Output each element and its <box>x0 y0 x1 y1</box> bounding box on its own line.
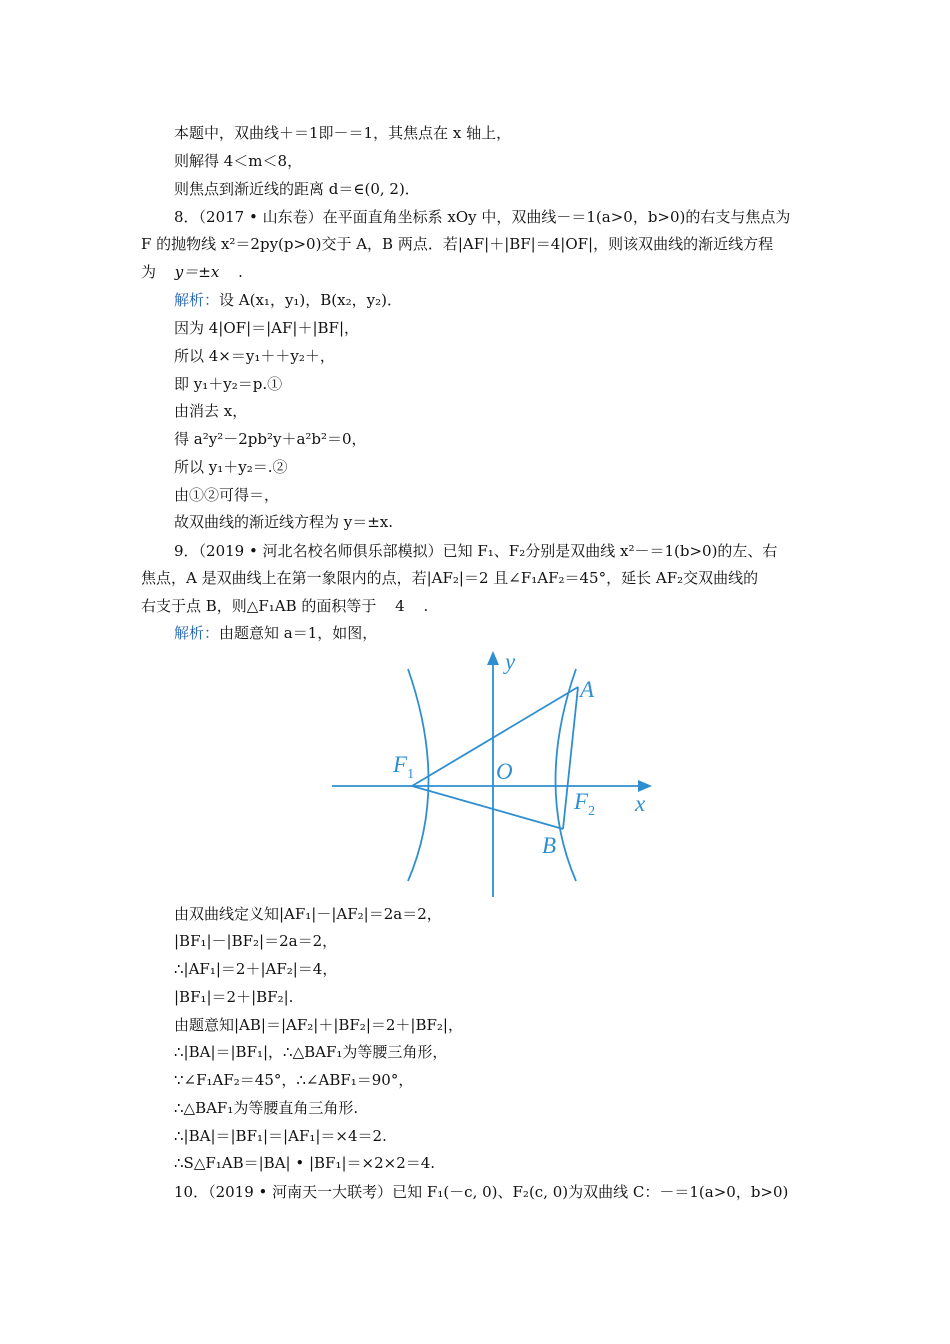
text: . <box>238 263 243 281</box>
text-line: |BF₁|＝2＋|BF₂|. <box>174 988 294 1006</box>
text-line: 则焦点到渐近线的距离 d＝∈(0, 2)． <box>174 180 420 198</box>
text: 由题意知 a＝1，如图， <box>219 624 378 642</box>
text-line: ∴S△F₁AB＝|BA| • |BF₁|＝×2×2＝4. <box>174 1154 436 1172</box>
text-line: 由①②可得＝， <box>174 486 280 504</box>
point-a-label: A <box>580 677 595 702</box>
text-line: 故双曲线的渐近线方程为 y＝±x. <box>174 513 394 531</box>
answer-9: 4 <box>395 597 405 615</box>
text-line: 得 a²y²－2pb²y＋a²b²＝0， <box>174 430 367 448</box>
text-line: 所以 4×＝y₁＋＋y₂＋， <box>174 347 335 365</box>
text: . <box>423 597 429 615</box>
text-line: |BF₁|－|BF₂|＝2a＝2， <box>174 932 338 950</box>
text-line: 由双曲线定义知|AF₁|－|AF₂|＝2a＝2， <box>174 905 442 923</box>
text-line: 由题意知|AB|＝|AF₂|＋|BF₂|＝2＋|BF₂|， <box>174 1016 463 1034</box>
text-line: ∵∠F₁AF₂＝45°，∴∠ABF₁＝90°， <box>174 1071 414 1089</box>
problem-8-line-2: F 的抛物线 x²＝2py(p>0)交于 A，B 两点．若|AF|＋|BF|＝4|OF|，则该双曲线的渐近线方程 <box>141 235 774 253</box>
origin-label: O <box>496 759 513 784</box>
problem-9-line-1: 9．（2019 • 河北名校名师俱乐部模拟）已知 F₁、F₂分别是双曲线 x²－＝1(b>0)的左、右 <box>174 542 778 560</box>
text: 为 <box>141 263 157 281</box>
text-line: ∴|BA|＝|BF₁|，∴△BAF₁为等腰三角形， <box>174 1043 448 1061</box>
solution-label: 解析： <box>174 291 220 309</box>
text-line: 因为 4|OF|＝|AF|＋|BF|， <box>174 319 360 337</box>
hyperbola-figure <box>330 651 652 899</box>
x-axis-label: x <box>635 791 646 816</box>
text-line: 所以 y₁＋y₂＝.② <box>174 458 288 476</box>
problem-9-line-3 <box>141 596 428 616</box>
problem-8-line-3 <box>141 262 243 282</box>
problem-9-line-2: 焦点，A 是双曲线上在第一象限内的点，若|AF₂|＝2 且∠F₁AF₂＝45°，延长 AF₂交双曲线的 <box>141 569 759 587</box>
figure-background <box>330 651 652 899</box>
answer-8: y＝±x <box>174 263 220 281</box>
text-line: 由消去 x， <box>174 402 248 420</box>
text-line: ∴|BA|＝|BF₁|＝|AF₁|＝×4＝2. <box>174 1127 387 1145</box>
solution-8-line <box>174 290 402 310</box>
text-line: ∴△BAF₁为等腰直角三角形. <box>174 1099 359 1117</box>
text: 右支于点 B，则△F₁AB 的面积等于 <box>141 597 377 615</box>
point-b-label: B <box>542 833 557 858</box>
text: 设 A(x₁，y₁)，B(x₂，y₂)． <box>219 291 402 309</box>
text-line: 即 y₁＋y₂＝p.① <box>174 375 283 393</box>
f2-label: $F_2$ <box>574 789 596 819</box>
problem-8-line-1: 8．（2017 • 山东卷）在平面直角坐标系 xOy 中，双曲线－＝1(a>0，b>0)的右支与焦点为 <box>174 208 791 226</box>
solution-9-line <box>174 623 377 643</box>
text-line: 则解得 4＜m＜8， <box>174 152 303 170</box>
text-line: 本题中，双曲线＋＝1即－＝1，其焦点在 x 轴上， <box>174 124 512 142</box>
text-line: ∴|AF₁|＝2＋|AF₂|＝4， <box>174 960 338 978</box>
f1-label: $F_1$ <box>393 752 415 782</box>
y-axis-label: y <box>505 651 516 674</box>
solution-label: 解析： <box>174 624 220 642</box>
problem-10-line-1: 10．（2019 • 河南天一大联考）已知 F₁(－c, 0)、F₂(c, 0)为双曲线 C：－＝1(a>0，b>0) <box>174 1183 789 1201</box>
